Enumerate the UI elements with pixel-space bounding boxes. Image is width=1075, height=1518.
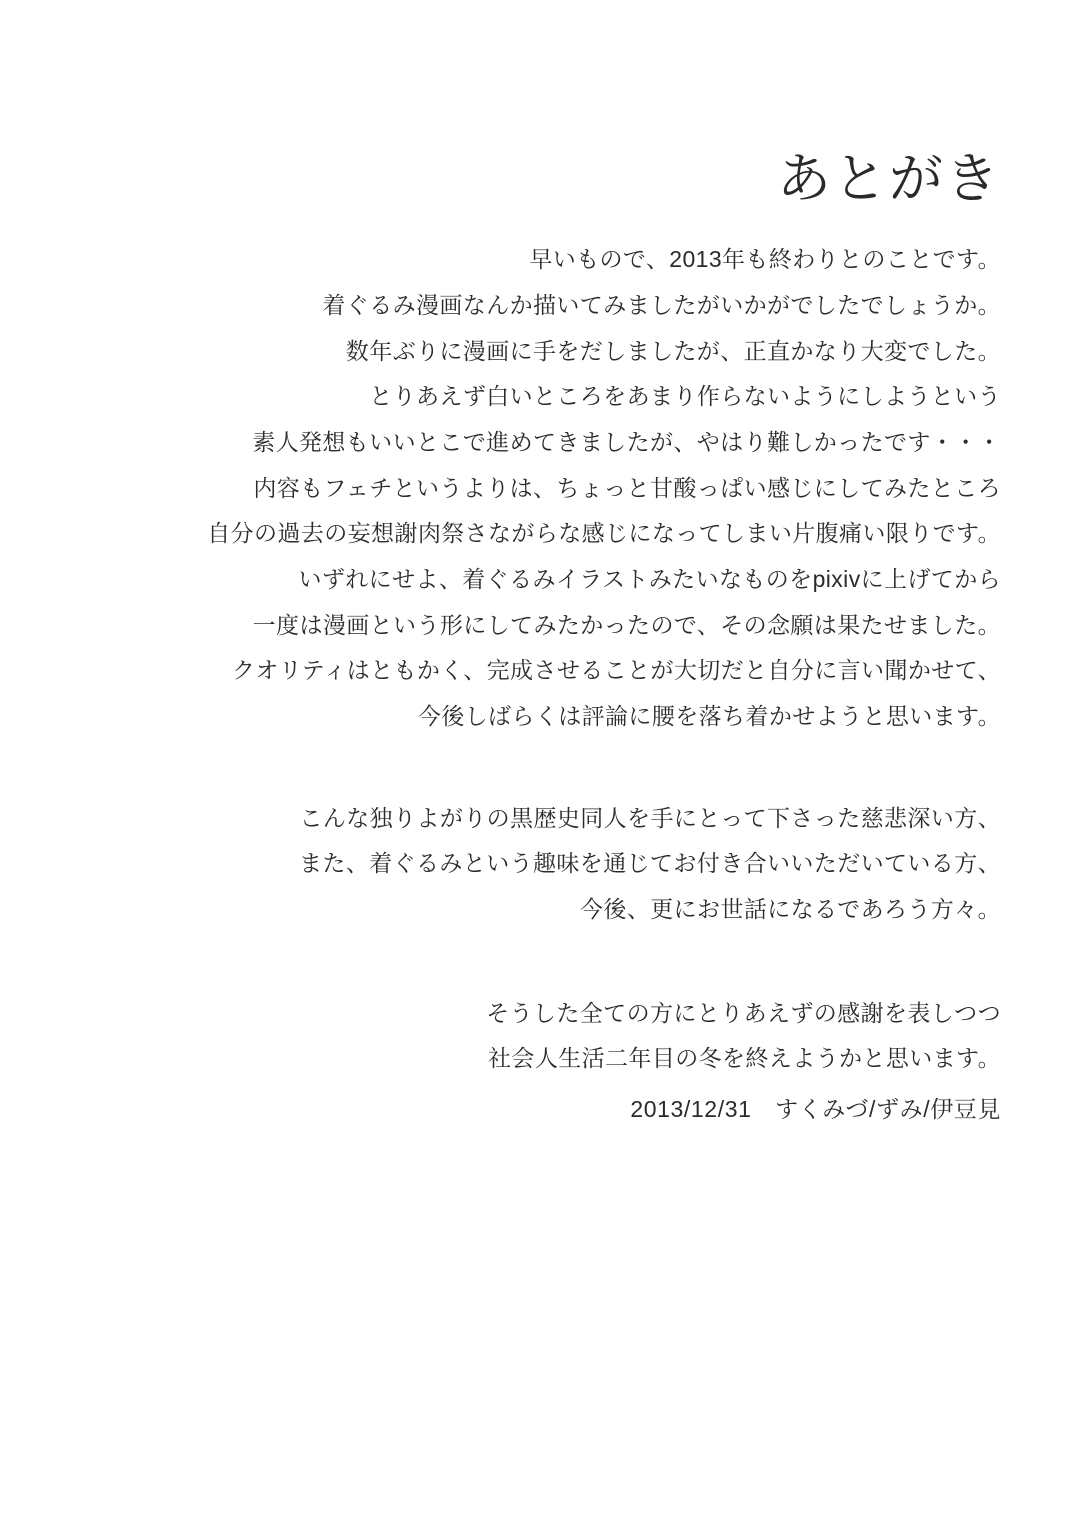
thanks-text-block — [60, 802, 1015, 926]
paragraph-line: いずれにせよ、着ぐるみイラストみたいなものをpixivに上げてから — [298, 565, 1001, 592]
paragraph-line: 一度は漫画という形にしてみたかったので、その念願は果たせました。 — [252, 611, 1001, 638]
paragraph-line: クオリティはともかく、完成させることが大切だと自分に言い聞かせて、 — [232, 657, 1001, 684]
paragraph-line: とりあえず白いところをあまり作らないようにしようという — [369, 383, 1001, 410]
paragraph-line: 社会人生活二年目の冬を終えようかと思います。 — [488, 1045, 1001, 1072]
paragraph-line: 今後しばらくは評論に腰を落ち着かせようと思います。 — [417, 702, 1001, 729]
paragraph-line: 早いもので、2013年も終わりとのことです。 — [529, 246, 1001, 273]
signature-line: 2013/12/31 すくみづ/ずみ/伊豆見 — [630, 1095, 1001, 1122]
paragraph-line: そうした全ての方にとりあえずの感謝を表しつつ — [486, 999, 1001, 1026]
paragraph-line: 数年ぶりに漫画に手をだしましたが、正直かなり大変でした。 — [345, 337, 1001, 364]
paragraph-line: こんな独りよがりの黒歴史同人を手にとって下さった慈悲深い方、 — [299, 804, 1001, 831]
section-spacer — [60, 939, 1015, 997]
closing-text-block — [60, 997, 1015, 1075]
paragraph-line: 着ぐるみ漫画なんか描いてみましたがいかがでしたでしょうか。 — [322, 292, 1001, 319]
paragraph-line: 自分の過去の妄想謝肉祭さながらな感じになってしまい片腹痛い限りです。 — [207, 520, 1001, 547]
paragraph-line: 素人発想もいいとこで進めてきましたが、やはり難しかったです・・・ — [252, 429, 1001, 456]
paragraph-line: 今後、更にお世話になるであろう方々。 — [580, 895, 1001, 922]
main-text-block — [60, 243, 1015, 732]
section-spacer — [60, 746, 1015, 802]
paragraph-line: 内容もフェチというよりは、ちょっと甘酸っぱい感じにしてみたところ — [253, 474, 1001, 501]
paragraph-line: また、着ぐるみという趣味を通じてお付き合いいただいている方、 — [299, 850, 1001, 877]
signature-block — [60, 1093, 1015, 1126]
page-title: あとがき — [777, 149, 1001, 209]
